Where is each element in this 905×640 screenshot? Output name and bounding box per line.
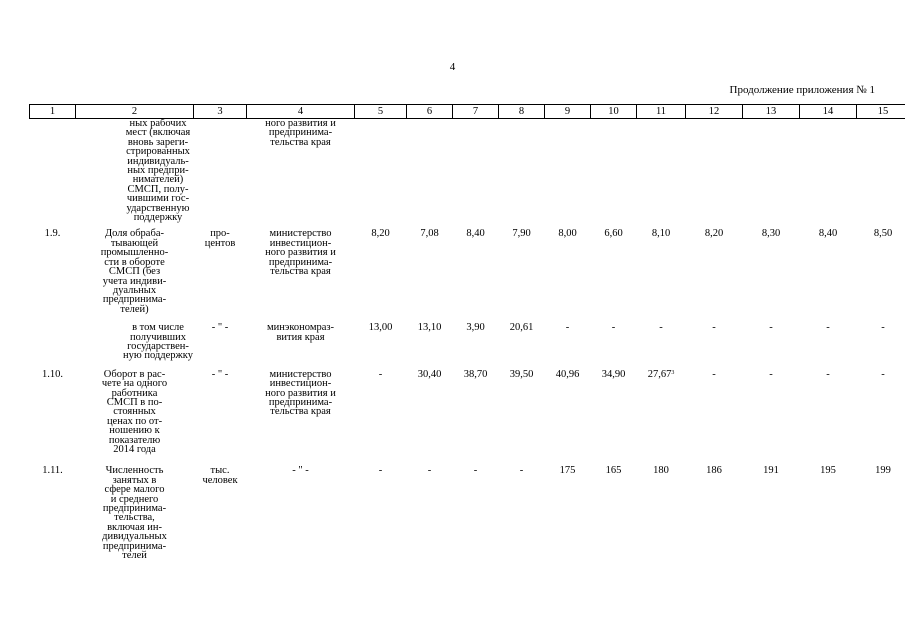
value-cell	[591, 119, 637, 223]
column-header: 1	[30, 105, 76, 119]
indicators-table	[29, 104, 905, 560]
indicator-name: Оборот в рас- чете на одного работника СМСП в по- стоянных ценах по от- ношению к показателю 2014 года	[101, 368, 168, 455]
row-number: 1.11.	[42, 465, 63, 477]
column-header: 5	[355, 105, 407, 119]
page-number: 4	[449, 61, 456, 73]
continuation-label: Продолжение приложения № 1	[729, 84, 875, 96]
value-cell: -	[519, 465, 524, 477]
column-header: 12	[686, 105, 743, 119]
unit-cell: - " -	[211, 322, 229, 334]
value-cell: 7,90	[512, 228, 531, 240]
value-cell	[637, 119, 686, 223]
value-cell: 40,96	[555, 368, 580, 380]
table-row	[30, 222, 905, 314]
value-cell: -	[378, 465, 383, 477]
value-cell: 191	[763, 465, 779, 477]
responsible-org: минэкономраз- вития края	[266, 322, 335, 343]
value-cell: 7,08	[420, 228, 439, 240]
value-cell: 195	[820, 465, 836, 477]
unit-cell: - " -	[211, 368, 229, 380]
value-cell: -	[826, 322, 830, 334]
column-number-row	[30, 105, 905, 119]
column-header: 15	[857, 105, 905, 119]
value-cell: -	[611, 322, 616, 334]
value-cell	[545, 119, 591, 223]
indicator-name: ных рабочих мест (включая вновь зареги- стрированных индивидуаль- ных предпри- нимателей) СМСП, полу- чившими гос- ударственную поддержку	[125, 118, 191, 224]
value-cell: -	[881, 368, 885, 380]
column-header: 8	[499, 105, 545, 119]
column-header: 10	[591, 105, 637, 119]
unit-cell	[194, 119, 247, 223]
value-cell: 199	[875, 465, 891, 477]
value-cell: 30,40	[417, 368, 442, 380]
responsible-org: - " -	[292, 465, 309, 477]
table-row	[30, 314, 905, 361]
value-cell: 8,20	[704, 228, 724, 240]
row-number: 1.10.	[42, 368, 63, 380]
value-cell: 34,90	[601, 368, 626, 380]
column-header: 3	[194, 105, 247, 119]
table-row	[30, 119, 905, 223]
value-cell: -	[473, 465, 478, 477]
row-number	[30, 119, 76, 223]
column-header: 13	[743, 105, 800, 119]
value-cell	[637, 361, 686, 455]
value-cell: 3,90	[466, 322, 485, 334]
unit-cell: про- центов	[204, 228, 236, 249]
value-cell: 13,00	[368, 322, 393, 334]
value-cell: -	[881, 322, 885, 334]
value-cell: 8,30	[761, 228, 781, 240]
value-cell: 175	[559, 465, 576, 477]
value-cell: 8,40	[818, 228, 838, 240]
column-header: 4	[247, 105, 355, 119]
value-cell: -	[712, 368, 716, 380]
value-cell: 38,70	[463, 368, 488, 380]
value-cell: -	[769, 322, 773, 334]
value-cell: 8,00	[558, 228, 577, 240]
table-row	[30, 454, 905, 560]
column-header: 2	[76, 105, 194, 119]
value-cell	[407, 119, 453, 223]
value-cell: 186	[706, 465, 722, 477]
row-number: 1.9.	[44, 228, 61, 240]
value-cell: 6,60	[604, 228, 623, 240]
value-cell: -	[427, 465, 432, 477]
row-number	[30, 314, 76, 361]
value-cell	[686, 119, 743, 223]
value-cell: -	[659, 322, 663, 334]
value-cell	[355, 119, 407, 223]
value-cell: 39,50	[509, 368, 534, 380]
value-cell: 8,40	[466, 228, 485, 240]
value-text: 27,67	[647, 368, 672, 380]
value-cell: -	[712, 322, 716, 334]
responsible-org: министерство инвестицион- ного развития и предпринима- тельства края	[265, 368, 336, 418]
value-cell	[743, 119, 800, 223]
responsible-org: ного развития и предпринима- тельства края	[265, 118, 336, 148]
value-cell: -	[378, 368, 383, 380]
column-header: 7	[453, 105, 499, 119]
unit-cell: тыс. человек	[202, 465, 238, 486]
value-cell	[857, 119, 905, 223]
indicator-name: в том числе получивших государствен- ную поддержку	[123, 322, 193, 362]
value-cell: -	[565, 322, 570, 334]
responsible-org: министерство инвестицион- ного развития и предпринима- тельства края	[265, 228, 336, 278]
value-cell	[453, 119, 499, 223]
value-cell: 180	[653, 465, 669, 477]
value-cell: -	[826, 368, 830, 380]
indicator-name: Доля обраба- тывающей промышленно- сти в обороте СМСП (без учета индиви- дуальных предпринима- телей)	[100, 228, 169, 315]
value-cell: 8,20	[371, 228, 390, 240]
value-cell	[499, 119, 545, 223]
column-header: 6	[407, 105, 453, 119]
value-cell	[800, 119, 857, 223]
footnote-mark: 3	[671, 369, 675, 376]
value-cell: -	[769, 368, 773, 380]
column-header: 11	[637, 105, 686, 119]
value-cell: 8,10	[651, 228, 671, 240]
value-cell: 20,61	[509, 322, 534, 334]
value-cell: 13,10	[417, 322, 442, 334]
value-cell: 8,50	[873, 228, 893, 240]
indicator-name: Численность занятых в сфере малого и среднего предпринима- тельства, включая ин- дивидуальных предпринима- телей	[102, 465, 167, 562]
value-cell: 165	[605, 465, 622, 477]
column-header: 14	[800, 105, 857, 119]
column-header: 9	[545, 105, 591, 119]
table-row	[30, 361, 905, 455]
